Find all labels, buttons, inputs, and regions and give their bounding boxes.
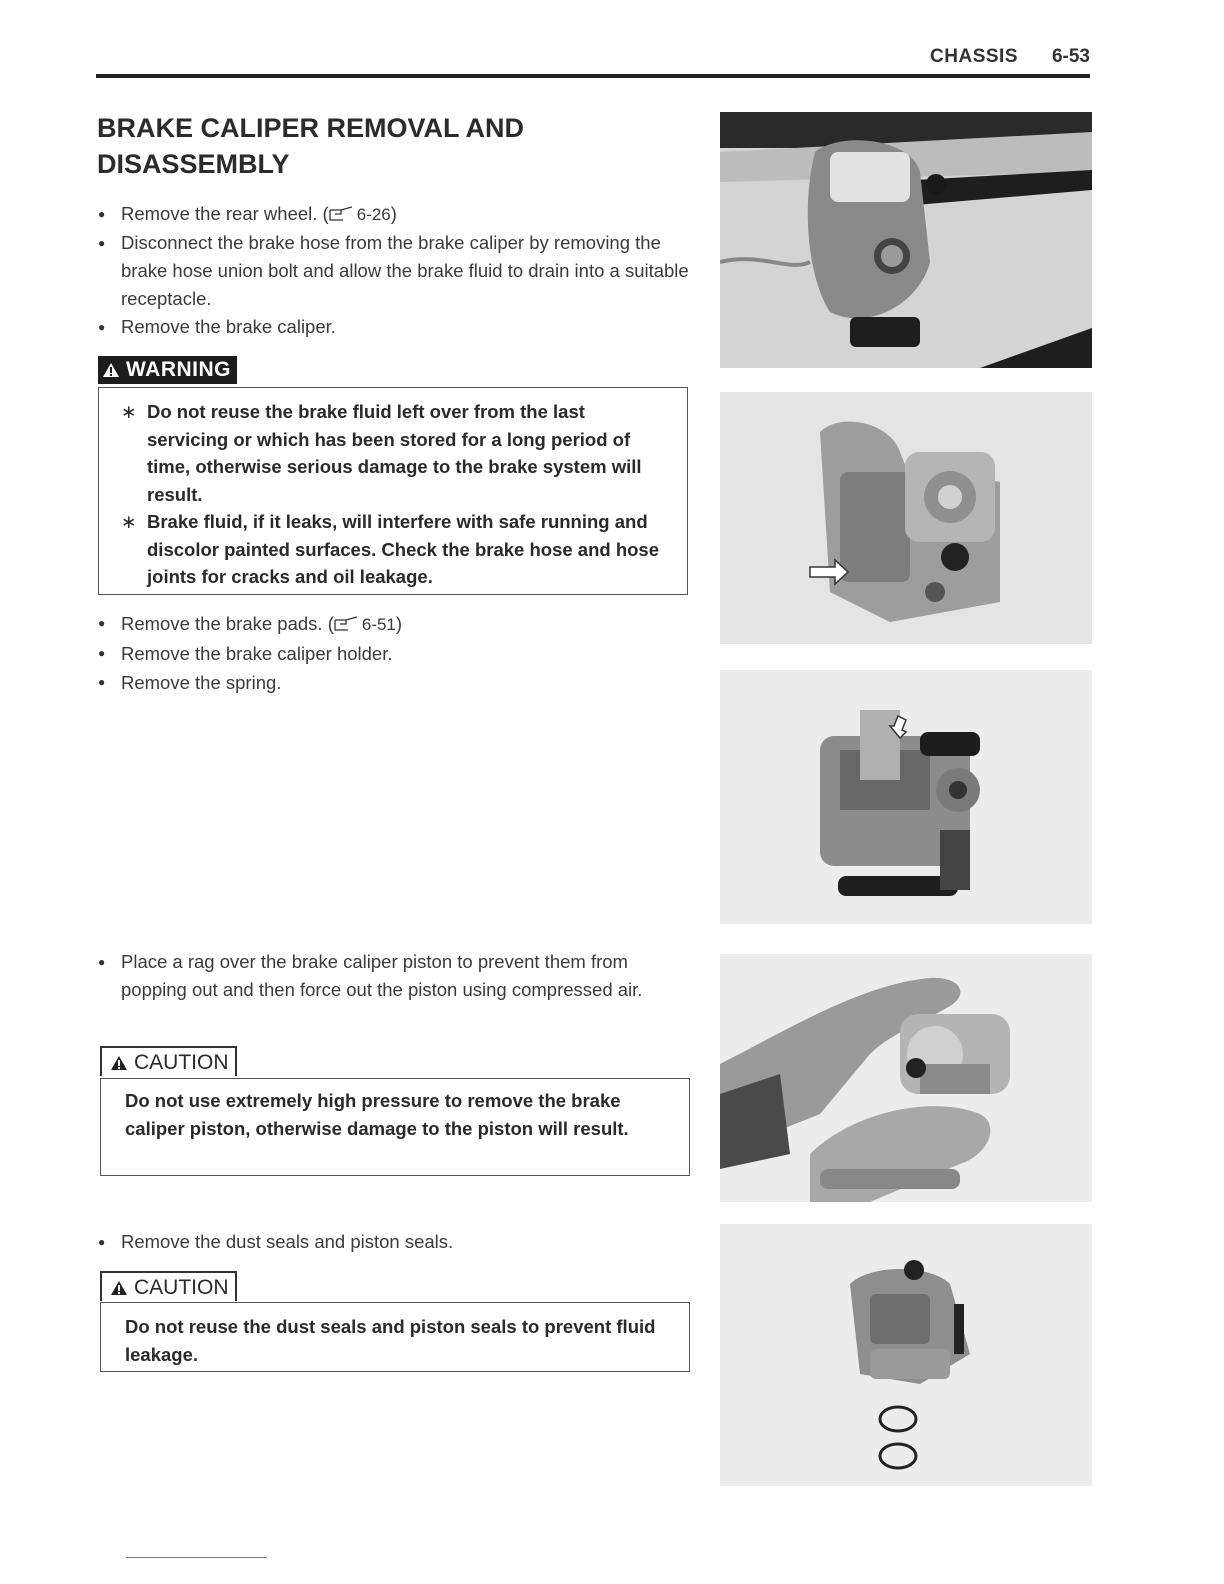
- warning-box: [98, 387, 688, 595]
- section-title: CHASSIS: [930, 46, 1018, 67]
- list-item: ● Disconnect the brake hose from the brake caliper by removing the brake hose union bolt and allow the brake fluid to drain into a suitable receptacle.: [98, 229, 698, 313]
- photo-caliper-spring-icon: [720, 670, 1092, 924]
- list-item: ● Remove the spring.: [98, 668, 698, 697]
- warning-item: ∗ Do not reuse the brake fluid left over from the last servicing or which has been stored for a long period of time, otherwise serious damage to the brake system will result.: [121, 401, 642, 505]
- warning-item: ∗ Brake fluid, if it leaks, will interfere with safe running and discolor painted surfaces. Check the brake hose and hose joints for cracks and oil leakage.: [121, 511, 659, 587]
- list-item: ● Remove the brake caliper holder.: [98, 639, 698, 668]
- list-item: ● Remove the dust seals and piston seals.: [98, 1228, 698, 1256]
- footer-rule: [126, 1557, 267, 1558]
- steps-list-3: [98, 948, 694, 1004]
- photo-compressed-air-icon: [720, 954, 1092, 1202]
- photo-caliper-on-swingarm-icon: [720, 112, 1092, 368]
- photo-piston-seals-icon: [720, 1224, 1092, 1486]
- page-title: BRAKE CALIPER REMOVAL AND DISASSEMBLY: [97, 113, 525, 179]
- page-header: [96, 38, 1090, 78]
- list-item: ● Place a rag over the brake caliper piston to prevent them from popping out and then force out the piston using compressed air.: [98, 948, 694, 1004]
- list-item: ● Remove the brake pads. ( 6-51): [98, 609, 698, 639]
- caution-label: CAUTION: [100, 1046, 237, 1076]
- caution-label: CAUTION: [100, 1271, 237, 1301]
- caution-box: Do not use extremely high pressure to remove the brake caliper piston, otherwise damage to the piston will result.: [100, 1078, 690, 1176]
- reference-hand-icon: [329, 206, 353, 222]
- page-reference[interactable]: 6-51: [334, 610, 396, 639]
- page-number: 6-53: [1051, 46, 1090, 67]
- caution-box: Do not reuse the dust seals and piston seals to prevent fluid leakage.: [100, 1302, 690, 1372]
- caution-triangle-icon: [110, 1280, 128, 1296]
- list-item: ● Remove the rear wheel. ( 6-26): [98, 200, 698, 229]
- warning-triangle-icon: [102, 362, 120, 378]
- reference-hand-icon: [334, 616, 358, 632]
- page-reference[interactable]: 6-26: [329, 201, 391, 229]
- steps-list-4: [98, 1228, 698, 1256]
- list-item: ● Remove the brake caliper.: [98, 313, 698, 341]
- photo-caliper-holder-icon: [720, 392, 1092, 644]
- warning-label: WARNING: [98, 356, 237, 384]
- steps-list-2: [98, 609, 698, 697]
- steps-list-1: [98, 200, 698, 341]
- caution-triangle-icon: [110, 1055, 128, 1071]
